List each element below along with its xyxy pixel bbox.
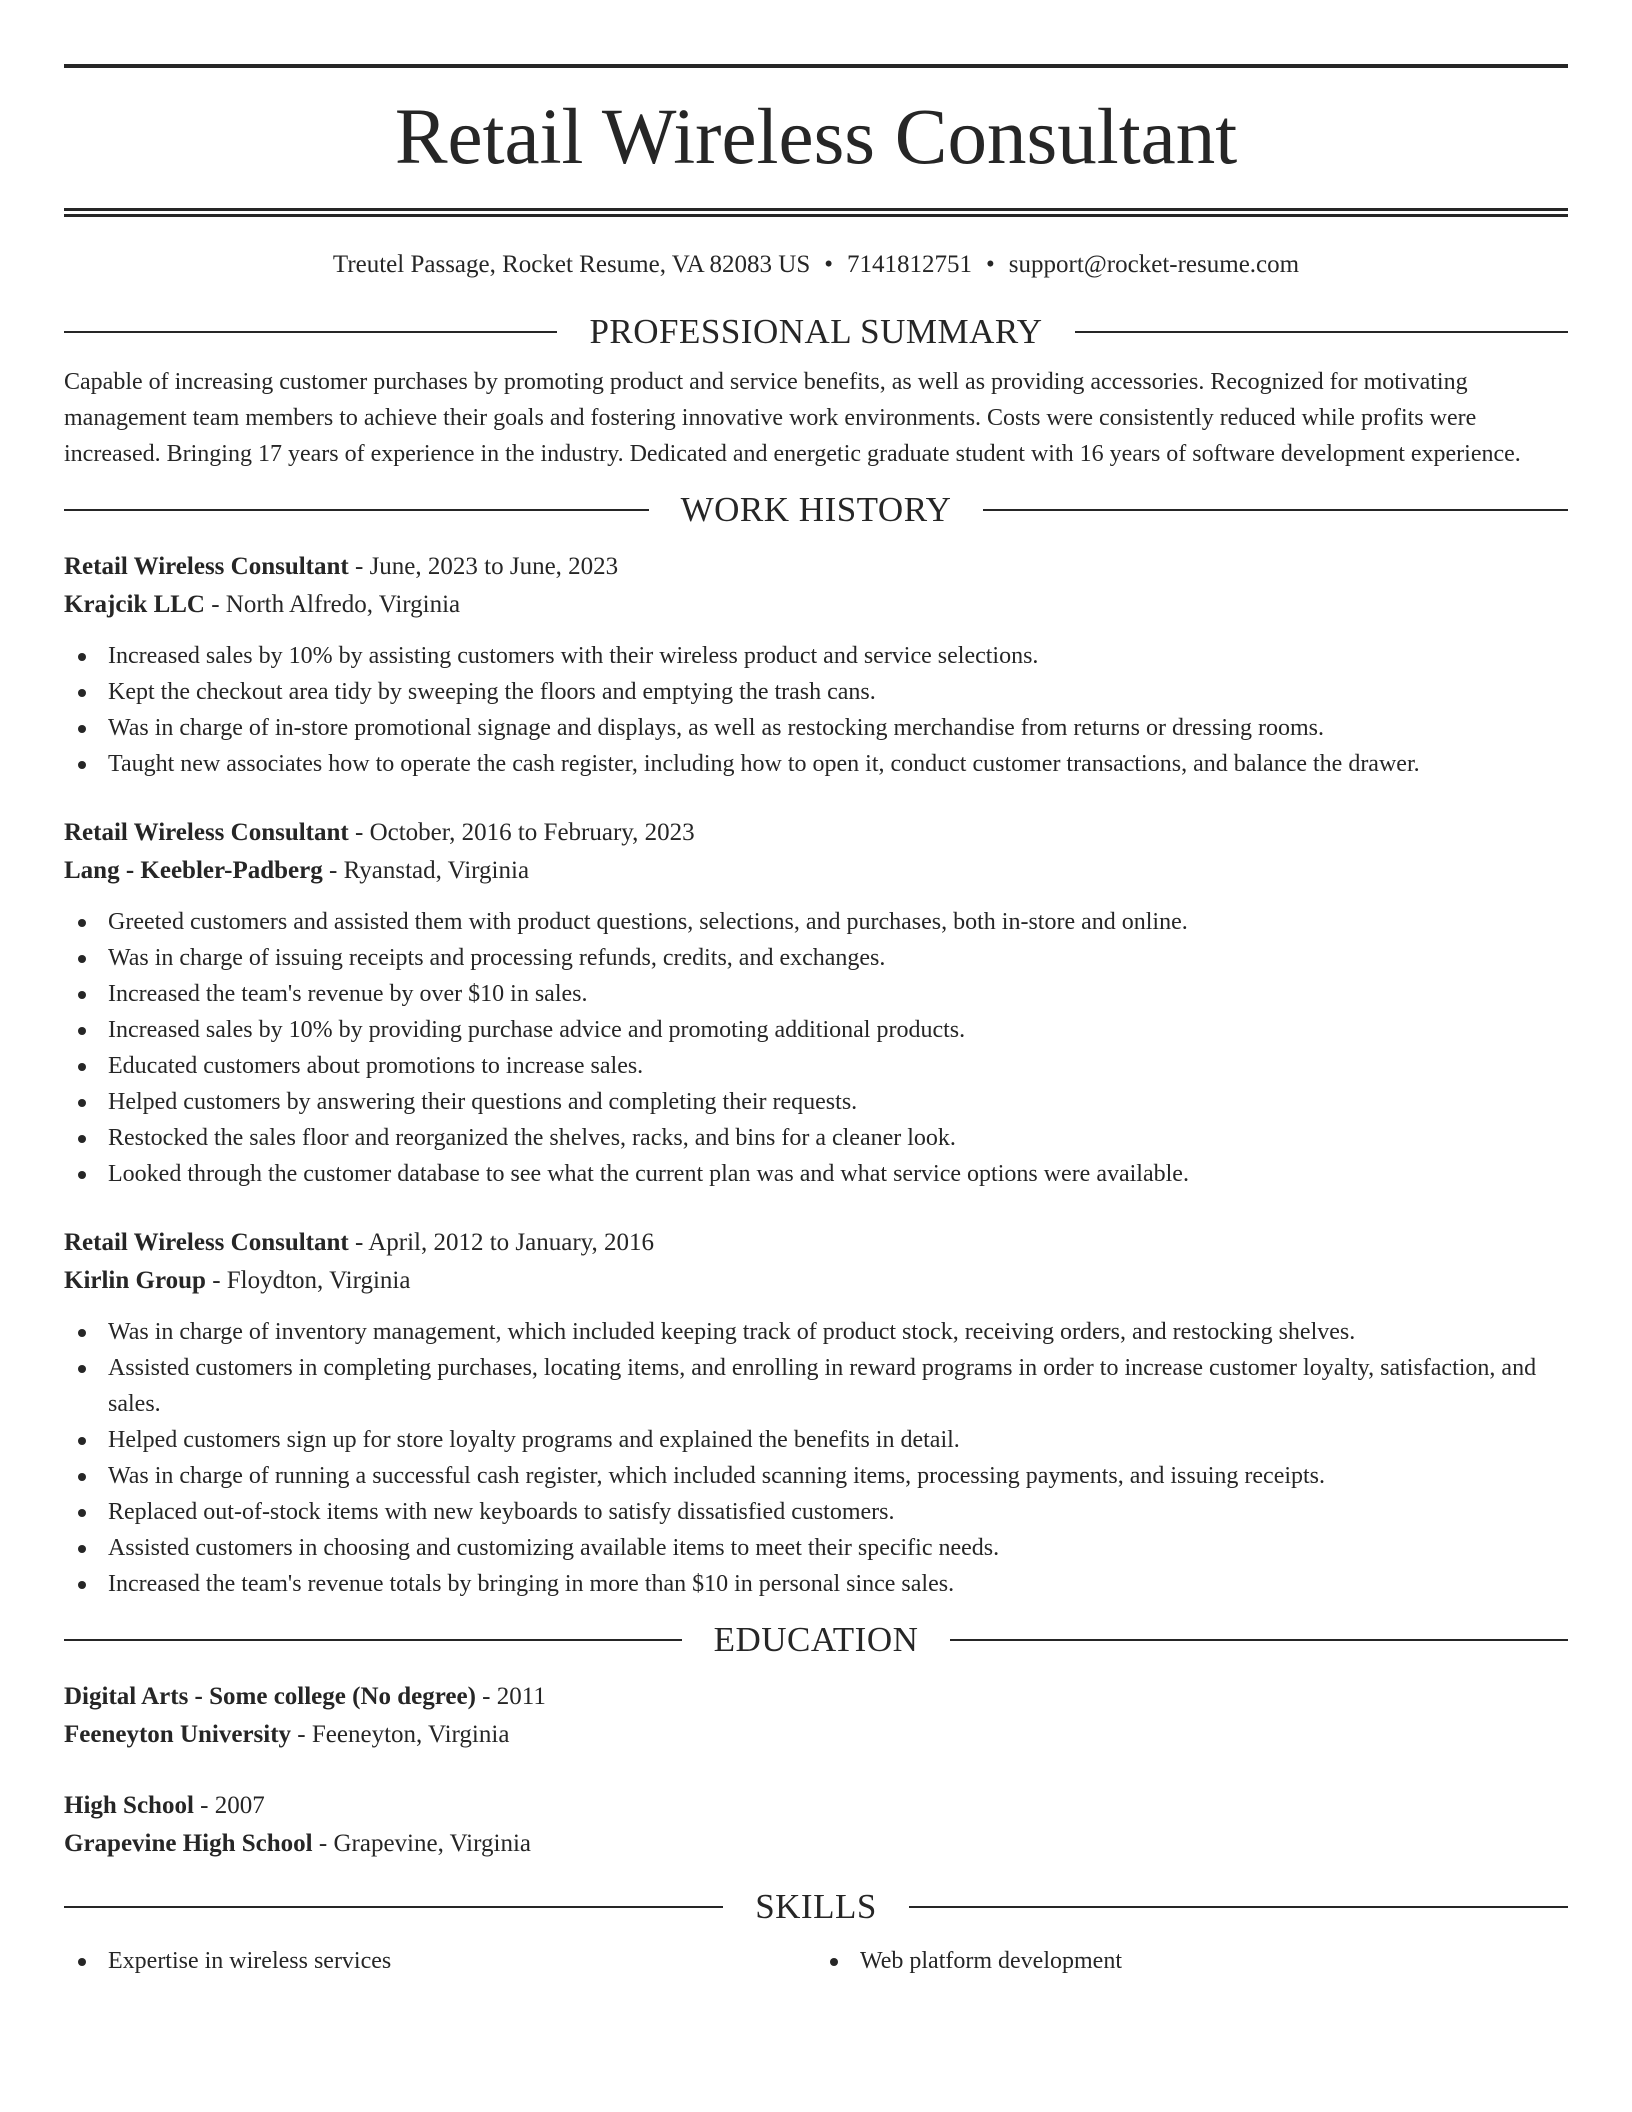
education-degree: High School <box>64 1792 194 1819</box>
job-company: Lang - Keebler-Padberg <box>64 857 323 884</box>
list-item <box>64 1156 1568 1192</box>
bullet-text: Was in charge of issuing receipts and processing refunds, credits, and exchanges. <box>108 945 886 971</box>
heading-rule <box>64 509 649 511</box>
list-item <box>64 1314 1568 1350</box>
work-history-heading-label: WORK HISTORY <box>680 490 952 529</box>
skills-list <box>64 1943 1568 1979</box>
bullet-text: Helped customers sign up for store loyalty programs and explained the benefits in detail. <box>108 1427 960 1453</box>
job-entry <box>64 814 1568 1192</box>
list-item <box>64 710 1568 746</box>
skills-column-right <box>816 1943 1568 1979</box>
top-rule <box>64 64 1568 68</box>
bullet-dot <box>78 1329 86 1337</box>
job-entry <box>64 548 1568 782</box>
list-item <box>64 1048 1568 1084</box>
job-company-line <box>64 586 1568 624</box>
job-title: Retail Wireless Consultant <box>64 1229 349 1256</box>
summary-text: Capable of increasing customer purchases by promoting product and service benefits, as well as providing accessories. Recognized for motivating management team members to achieve their goals and fostering innovative work environments. Costs were consistently reduced while profits were increased. Bringing 17 years of experience in the industry. Dedicated and energetic graduate student with 16 years of software development experience. <box>64 369 1521 467</box>
bullet-dot <box>78 1171 86 1179</box>
education-entry <box>64 1678 1568 1754</box>
bullet-text: Restocked the sales floor and reorganized the shelves, racks, and bins for a cleaner look. <box>108 1125 956 1151</box>
bullet-dot <box>78 919 86 927</box>
contact-address: Treutel Passage, Rocket Resume, VA 82083 US <box>332 251 811 278</box>
education-heading <box>64 1620 1568 1660</box>
education-school: Feeneyton University <box>64 1721 292 1748</box>
heading-rule <box>983 509 1568 511</box>
list-item <box>64 1350 1568 1422</box>
job-company: Krajcik LLC <box>64 591 205 618</box>
job-company-line <box>64 852 1568 890</box>
job-location: - Ryanstad, Virginia <box>322 857 530 884</box>
contact-email: support@rocket-resume.com <box>1008 251 1300 278</box>
skills-heading-label: SKILLS <box>755 1887 877 1926</box>
resume-title: Retail Wireless Consultant <box>394 94 1238 181</box>
list-item <box>64 1566 1568 1602</box>
bullet-dot <box>830 1958 838 1966</box>
list-item <box>64 1458 1568 1494</box>
bullet-dot <box>78 725 86 733</box>
bullet-text: Increased sales by 10% by providing purchase advice and promoting additional products. <box>108 1017 966 1043</box>
list-item <box>64 1084 1568 1120</box>
education-entry <box>64 1787 1568 1863</box>
bullet-dot <box>78 1135 86 1143</box>
bullet-text: Assisted customers in completing purchases, locating items, and enrolling in reward programs in order to increase customer loyalty, satisfaction, and sales. <box>108 1355 1537 1417</box>
bullet-text: Was in charge of in-store promotional signage and displays, as well as restocking merchandise from returns or dressing rooms. <box>108 715 1324 741</box>
education-degree: Digital Arts - Some college (No degree) <box>64 1683 476 1710</box>
education-year: - 2011 <box>475 1683 546 1710</box>
list-item <box>816 1943 1568 1979</box>
job-bullets <box>64 904 1568 1192</box>
heading-rule <box>909 1906 1568 1908</box>
heading-rule <box>64 1906 723 1908</box>
job-title: Retail Wireless Consultant <box>64 553 349 580</box>
bullet-dot <box>78 1099 86 1107</box>
bullet-text: Taught new associates how to operate the cash register, including how to open it, conduct customer transactions, and balance the drawer. <box>108 751 1420 777</box>
summary-heading-label: PROFESSIONAL SUMMARY <box>589 312 1043 351</box>
job-entry <box>64 1224 1568 1602</box>
bullet-text: Looked through the customer database to see what the current plan was and what service options were available. <box>108 1161 1189 1187</box>
bullet-dot <box>78 761 86 769</box>
bullet-dot <box>78 1027 86 1035</box>
job-title-line <box>64 814 1568 852</box>
job-dates: - June, 2023 to June, 2023 <box>348 553 619 580</box>
job-location: - North Alfredo, Virginia <box>204 591 461 618</box>
bullet-text: Increased sales by 10% by assisting customers with their wireless product and service selections. <box>108 643 1039 669</box>
job-dates: - April, 2012 to January, 2016 <box>348 1229 655 1256</box>
bullet-dot <box>78 1545 86 1553</box>
title-double-rule <box>64 208 1568 217</box>
bullet-text: Increased the team's revenue totals by bringing in more than $10 in personal since sales. <box>108 1571 955 1597</box>
bullet-dot <box>78 653 86 661</box>
bullet-text: Assisted customers in choosing and customizing available items to meet their specific needs. <box>108 1535 1000 1561</box>
heading-rule <box>64 331 557 333</box>
education-location: - Grapevine, Virginia <box>312 1830 531 1857</box>
education-year: - 2007 <box>193 1792 265 1819</box>
summary-heading <box>64 312 1568 352</box>
bullet-dot <box>78 1581 86 1589</box>
job-company-line <box>64 1262 1568 1300</box>
education-degree-line <box>64 1678 1568 1716</box>
bullet-text: Increased the team's revenue by over $10 in sales. <box>108 981 588 1007</box>
job-company: Kirlin Group <box>64 1267 206 1294</box>
contact-separator: • <box>824 251 834 278</box>
bullet-dot <box>78 1509 86 1517</box>
bullet-dot <box>78 991 86 999</box>
bullet-text: Greeted customers and assisted them with product questions, selections, and purchases, both in-store and online. <box>108 909 1188 935</box>
job-bullets <box>64 1314 1568 1602</box>
list-item <box>64 1120 1568 1156</box>
skills-heading <box>64 1887 1568 1927</box>
skill-text: Expertise in wireless services <box>108 1948 392 1974</box>
list-item <box>64 1530 1568 1566</box>
bullet-dot <box>78 689 86 697</box>
bullet-dot <box>78 1437 86 1445</box>
bullet-dot <box>78 1958 86 1966</box>
skills-column-left <box>64 1943 816 1979</box>
list-item <box>64 1494 1568 1530</box>
contact-line <box>64 248 1568 282</box>
heading-rule <box>64 1639 682 1641</box>
contact-phone: 7141812751 <box>847 251 973 278</box>
job-dates: - October, 2016 to February, 2023 <box>348 819 695 846</box>
list-item <box>64 638 1568 674</box>
list-item <box>64 1943 816 1979</box>
bullet-text: Helped customers by answering their questions and completing their requests. <box>108 1089 858 1115</box>
heading-rule <box>950 1639 1568 1641</box>
list-item <box>64 1422 1568 1458</box>
bullet-dot <box>78 955 86 963</box>
contact-separator: • <box>986 251 995 278</box>
education-school-line <box>64 1716 1568 1754</box>
list-item <box>64 976 1568 1012</box>
job-title-line <box>64 548 1568 586</box>
list-item <box>64 904 1568 940</box>
skill-text: Web platform development <box>860 1948 1122 1974</box>
list-item <box>64 1012 1568 1048</box>
education-location: - Feeneyton, Virginia <box>291 1721 510 1748</box>
education-degree-line <box>64 1787 1568 1825</box>
resume-sheet <box>64 64 1568 1979</box>
bullet-dot <box>78 1365 86 1373</box>
education-school-line <box>64 1825 1568 1863</box>
bullet-dot <box>78 1473 86 1481</box>
bullet-dot <box>78 1063 86 1071</box>
list-item <box>64 746 1568 782</box>
job-location: - Floydton, Virginia <box>205 1267 411 1294</box>
bullet-text: Educated customers about promotions to increase sales. <box>108 1053 644 1079</box>
list-item <box>64 674 1568 710</box>
job-title-line <box>64 1224 1568 1262</box>
heading-rule <box>1075 331 1568 333</box>
bullet-text: Was in charge of inventory management, which included keeping track of product stock, receiving orders, and restocking shelves. <box>108 1319 1356 1345</box>
education-school: Grapevine High School <box>64 1830 313 1857</box>
bullet-text: Was in charge of running a successful cash register, which included scanning items, processing payments, and issuing receipts. <box>108 1463 1326 1489</box>
job-bullets <box>64 638 1568 782</box>
job-title: Retail Wireless Consultant <box>64 819 349 846</box>
bullet-text: Kept the checkout area tidy by sweeping the floors and emptying the trash cans. <box>108 679 876 705</box>
bullet-text: Replaced out-of-stock items with new keyboards to satisfy dissatisfied customers. <box>108 1499 895 1525</box>
work-history-heading <box>64 490 1568 530</box>
list-item <box>64 940 1568 976</box>
education-heading-label: EDUCATION <box>713 1620 919 1659</box>
